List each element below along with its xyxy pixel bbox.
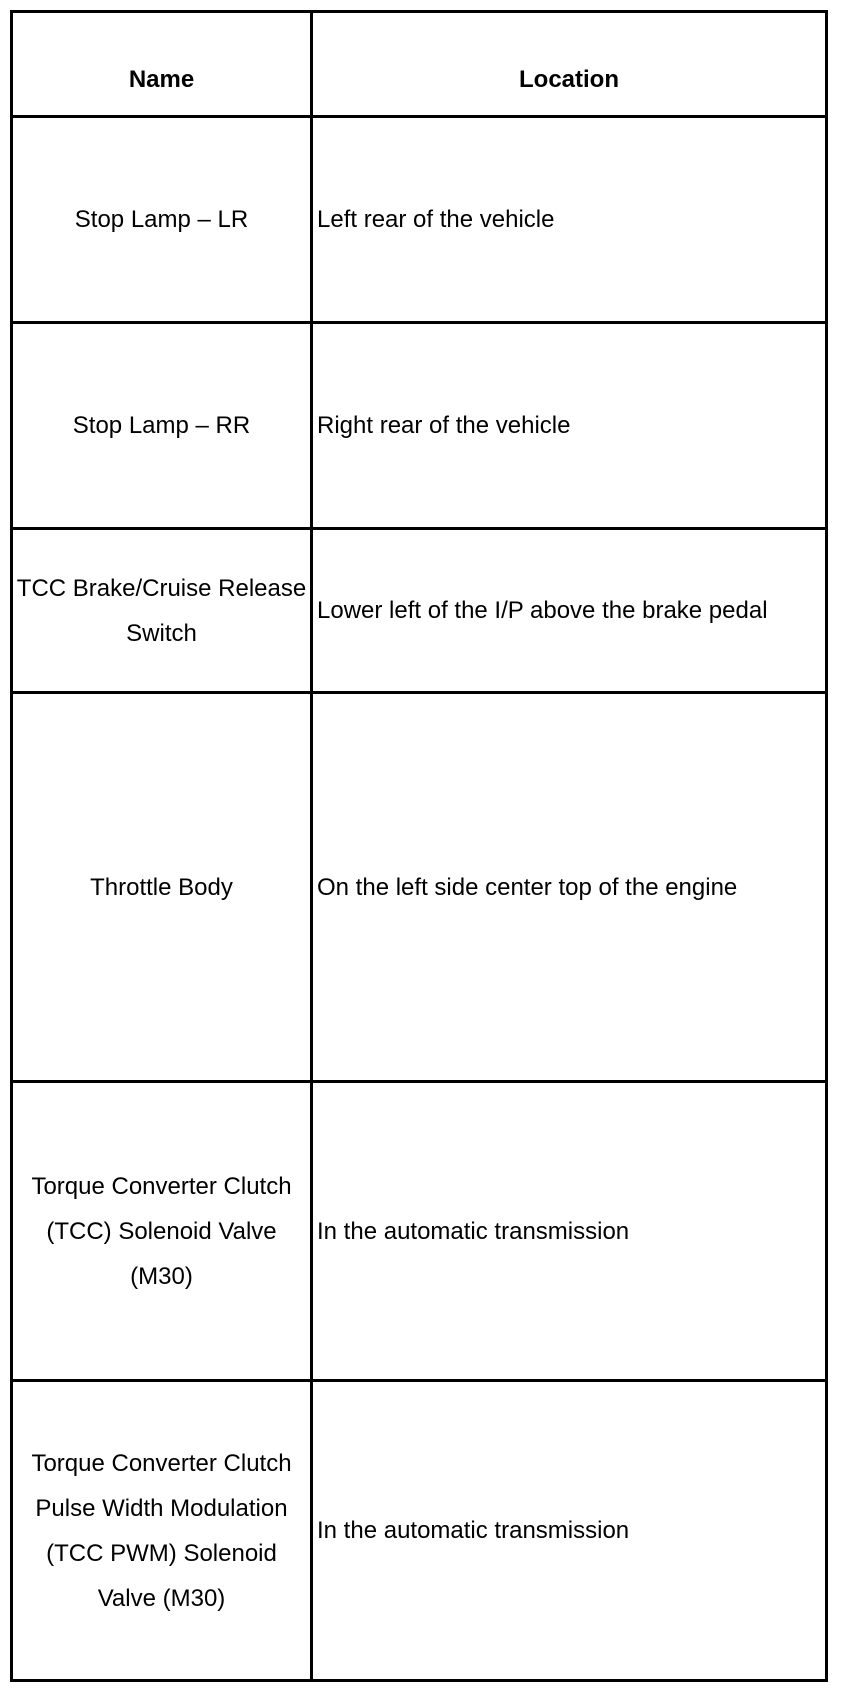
table-row	[12, 1082, 827, 1381]
component-location-table	[10, 10, 828, 1682]
component-name: Torque Converter Clutch Pulse Width Modulation (TCC PWM) Solenoid Valve (M30)	[31, 1449, 292, 1612]
component-name: TCC Brake/Cruise Release Switch	[16, 574, 307, 647]
component-name-cell	[12, 1381, 312, 1681]
component-location: Lower left of the I/P above the brake pedal	[317, 597, 768, 624]
table-row	[12, 529, 827, 693]
component-location-cell	[312, 529, 827, 693]
table-header-row	[12, 12, 827, 117]
component-name-cell	[12, 323, 312, 529]
component-name: Throttle Body	[90, 873, 233, 901]
component-location: On the left side center top of the engine	[317, 873, 738, 901]
component-name-cell	[12, 117, 312, 323]
table-row	[12, 323, 827, 529]
component-location: In the automatic transmission	[317, 1517, 630, 1544]
table-row	[12, 117, 827, 323]
component-name-cell	[12, 529, 312, 693]
component-location-cell	[312, 1381, 827, 1681]
location-column-header: Location	[312, 12, 827, 117]
component-name-cell	[12, 1082, 312, 1381]
name-column-header: Name	[12, 12, 312, 117]
component-name-cell	[12, 693, 312, 1082]
component-location-cell	[312, 117, 827, 323]
component-name: Stop Lamp – LR	[74, 206, 249, 233]
table-row	[12, 1381, 827, 1681]
component-name: Torque Converter Clutch (TCC) Solenoid Valve (M30)	[31, 1172, 292, 1290]
component-location: Left rear of the vehicle	[317, 206, 555, 233]
component-name: Stop Lamp – RR	[72, 412, 251, 439]
component-location-cell	[312, 1082, 827, 1381]
component-location-cell	[312, 693, 827, 1082]
component-location: In the automatic transmission	[317, 1217, 630, 1245]
component-location-cell	[312, 323, 827, 529]
component-location: Right rear of the vehicle	[317, 412, 571, 439]
table-row	[12, 693, 827, 1082]
